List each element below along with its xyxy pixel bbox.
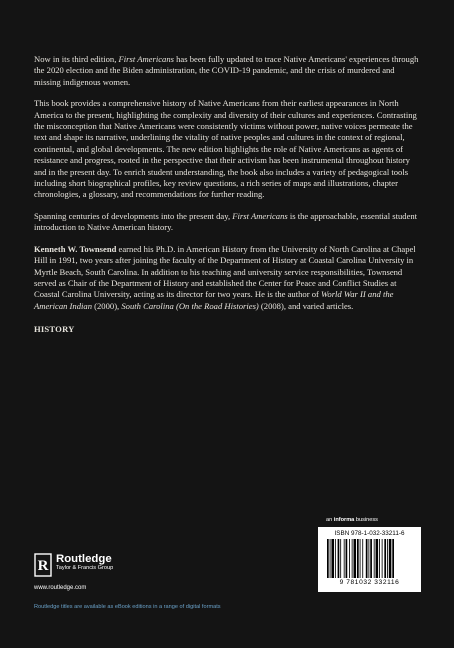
svg-text:R: R: [37, 558, 49, 574]
book-title: First Americans: [232, 210, 288, 221]
logo-text: [56, 553, 113, 572]
routledge-r-icon: [34, 553, 52, 577]
text-span: Now in its third edition,: [34, 54, 119, 64]
blurb: [34, 54, 421, 346]
isbn-barcode: [318, 527, 421, 592]
routledge-logo: [34, 553, 113, 577]
paragraph-summary: [34, 211, 421, 234]
publisher-group: Taylor & Francis Group: [56, 565, 114, 571]
text-span: business: [354, 517, 378, 523]
author-bio: [34, 244, 421, 312]
publisher-name: Routledge: [56, 553, 112, 565]
author-book-title: South Carolina (On the Road Histories): [121, 300, 259, 311]
text-span: (2008), and varied articles.: [258, 300, 354, 311]
author-book-title: World War II and the American Indian: [34, 289, 394, 311]
informa-business-label: [326, 517, 378, 523]
publisher-url: www.routledge.com: [34, 585, 87, 591]
paragraph-third-edition: [34, 54, 421, 88]
ebook-footnote: Routledge titles are available as eBook editions in a range of digital formats: [34, 604, 221, 610]
paragraph-description: This book provides a comprehensive history of Native Americans from their earliest appearances in North America to the present, highlighting the complexity and diversity of their cultures and experiences. Contrasting the misconception that Native Americans were consistently victims without power, native voices permeate the text and shape its narrative, underlining the vitality of native peoples and cultures in the context of regional, continental, and global developments. The new edition highlights the role of Native Americans as agents of resistance and progress, rooted in the perspective that their activism has been instrumental throughout history and in the present day. To enrich student understanding, the book also includes a variety of pedagogical tools including short biographical profiles, key review questions, a rich series of maps and illustrations, chapter chronologies, a glossary, and recommendations for further reading.: [34, 98, 417, 200]
text-span: is the approachable, essential student introduction to Native American history.: [34, 210, 418, 233]
barcode-number: 9 781032 332116: [339, 579, 400, 586]
text-span: Spanning centuries of developments into the present day,: [34, 210, 233, 221]
text-span: earned his Ph.D. in American History from the University of North Carolina at Chapel Hill in 1991, two years after joining the faculty of the Department of History at Coastal Carolina University in Myrtle Beach, South Carolina. In addition to his teaching and university service responsibilities, Townsend served as Chair of the Department of History and established the Center for Peace and Conflict Studies at Coastal Carolina University, acting as its director for two years. He is the author of: [34, 243, 416, 300]
subject-category: HISTORY: [34, 324, 75, 335]
barcode-bars: [327, 539, 412, 578]
text-span: has been fully updated to trace Native Americans' experiences through the 2020 election and the Biden administration, the COVID-19 pandemic, and the crisis of murdered and missing indigenous women.: [34, 54, 419, 87]
author-name: Kenneth W. Townsend: [34, 243, 117, 254]
isbn-label: ISBN 978-1-032-33211-6: [334, 530, 405, 537]
informa-brand: informa: [333, 517, 355, 523]
text-span: (2000),: [92, 300, 122, 311]
text-span: an: [326, 517, 334, 523]
book-title: First Americans: [118, 54, 174, 64]
